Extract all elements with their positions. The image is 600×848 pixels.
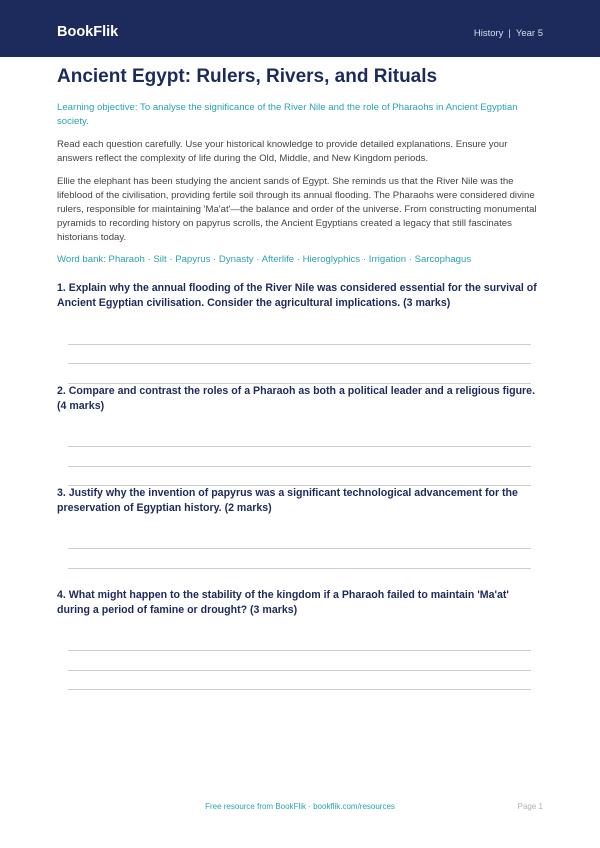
- footer-link[interactable]: Free resource from BookFlik · bookflik.com/resources: [205, 802, 395, 811]
- page-number: Page 1: [517, 802, 543, 811]
- question-text: 3. Justify why the invention of papyrus was a significant technological advancement for the preservation of Egyptian history. (2 marks): [57, 487, 518, 514]
- question-text: 2. Compare and contrast the roles of a Pharaoh as both a political leader and a religious figure. (4 marks): [57, 385, 536, 412]
- question-2: [57, 384, 543, 414]
- header-bar: [0, 0, 600, 57]
- answer-line[interactable]: [68, 446, 531, 447]
- question-3: [57, 486, 543, 516]
- answer-line[interactable]: [68, 568, 531, 569]
- answer-line[interactable]: [68, 466, 531, 467]
- brand-logo[interactable]: BookFlik: [57, 24, 119, 40]
- question-text: 4. What might happen to the stability of the kingdom if a Pharaoh failed to maintain 'Ma'at' during a period of famine or drought? (3 marks): [57, 589, 509, 616]
- answer-line[interactable]: [68, 548, 531, 549]
- answer-line[interactable]: [68, 650, 531, 651]
- instructions-text: Read each question carefully. Use your historical knowledge to provide detailed explanations. Ensure your answers reflect the complexity of life during the Old, Middle, and New Kingdom periods.: [57, 139, 508, 164]
- question-1: [57, 281, 543, 311]
- year-label: Year 5: [515, 28, 543, 39]
- story-text: Ellie the elephant has been studying the ancient sands of Egypt. She reminds us that the River Nile was the lifeblood of the civilisation, providing fertile soil through its annual flooding. The Pharaohs were considered divine rulers, responsible for maintaining 'Ma'at'—the balance and order of the universe. From constructing monumental pyramids to recording history on papyrus scrolls, the Ancient Egyptians created a legacy that still fascinates historians today.: [57, 176, 537, 243]
- answer-line[interactable]: [68, 670, 531, 671]
- header-meta: [474, 28, 543, 39]
- intro-section: [57, 66, 543, 267]
- learning-objective: Learning objective: To analyse the significance of the River Nile and the role of Pharaohs in Ancient Egyptian society.: [57, 102, 518, 127]
- page-title: Ancient Egypt: Rulers, Rivers, and Rituals: [57, 66, 438, 87]
- word-bank: Word bank: Pharaoh · Silt · Papyrus · Dynasty · Afterlife · Hieroglyphics · Irrigation · Sarcophagus: [57, 254, 472, 265]
- subject-label: History: [473, 28, 504, 39]
- question-4: [57, 588, 543, 618]
- answer-line[interactable]: [68, 689, 531, 690]
- question-text: 1. Explain why the annual flooding of the River Nile was considered essential for the survival of Ancient Egyptian civilisation. Consider the agricultural implications. (3 marks): [57, 282, 537, 309]
- answer-line[interactable]: [68, 363, 531, 364]
- answer-line[interactable]: [68, 344, 531, 345]
- meta-separator: |: [508, 28, 511, 39]
